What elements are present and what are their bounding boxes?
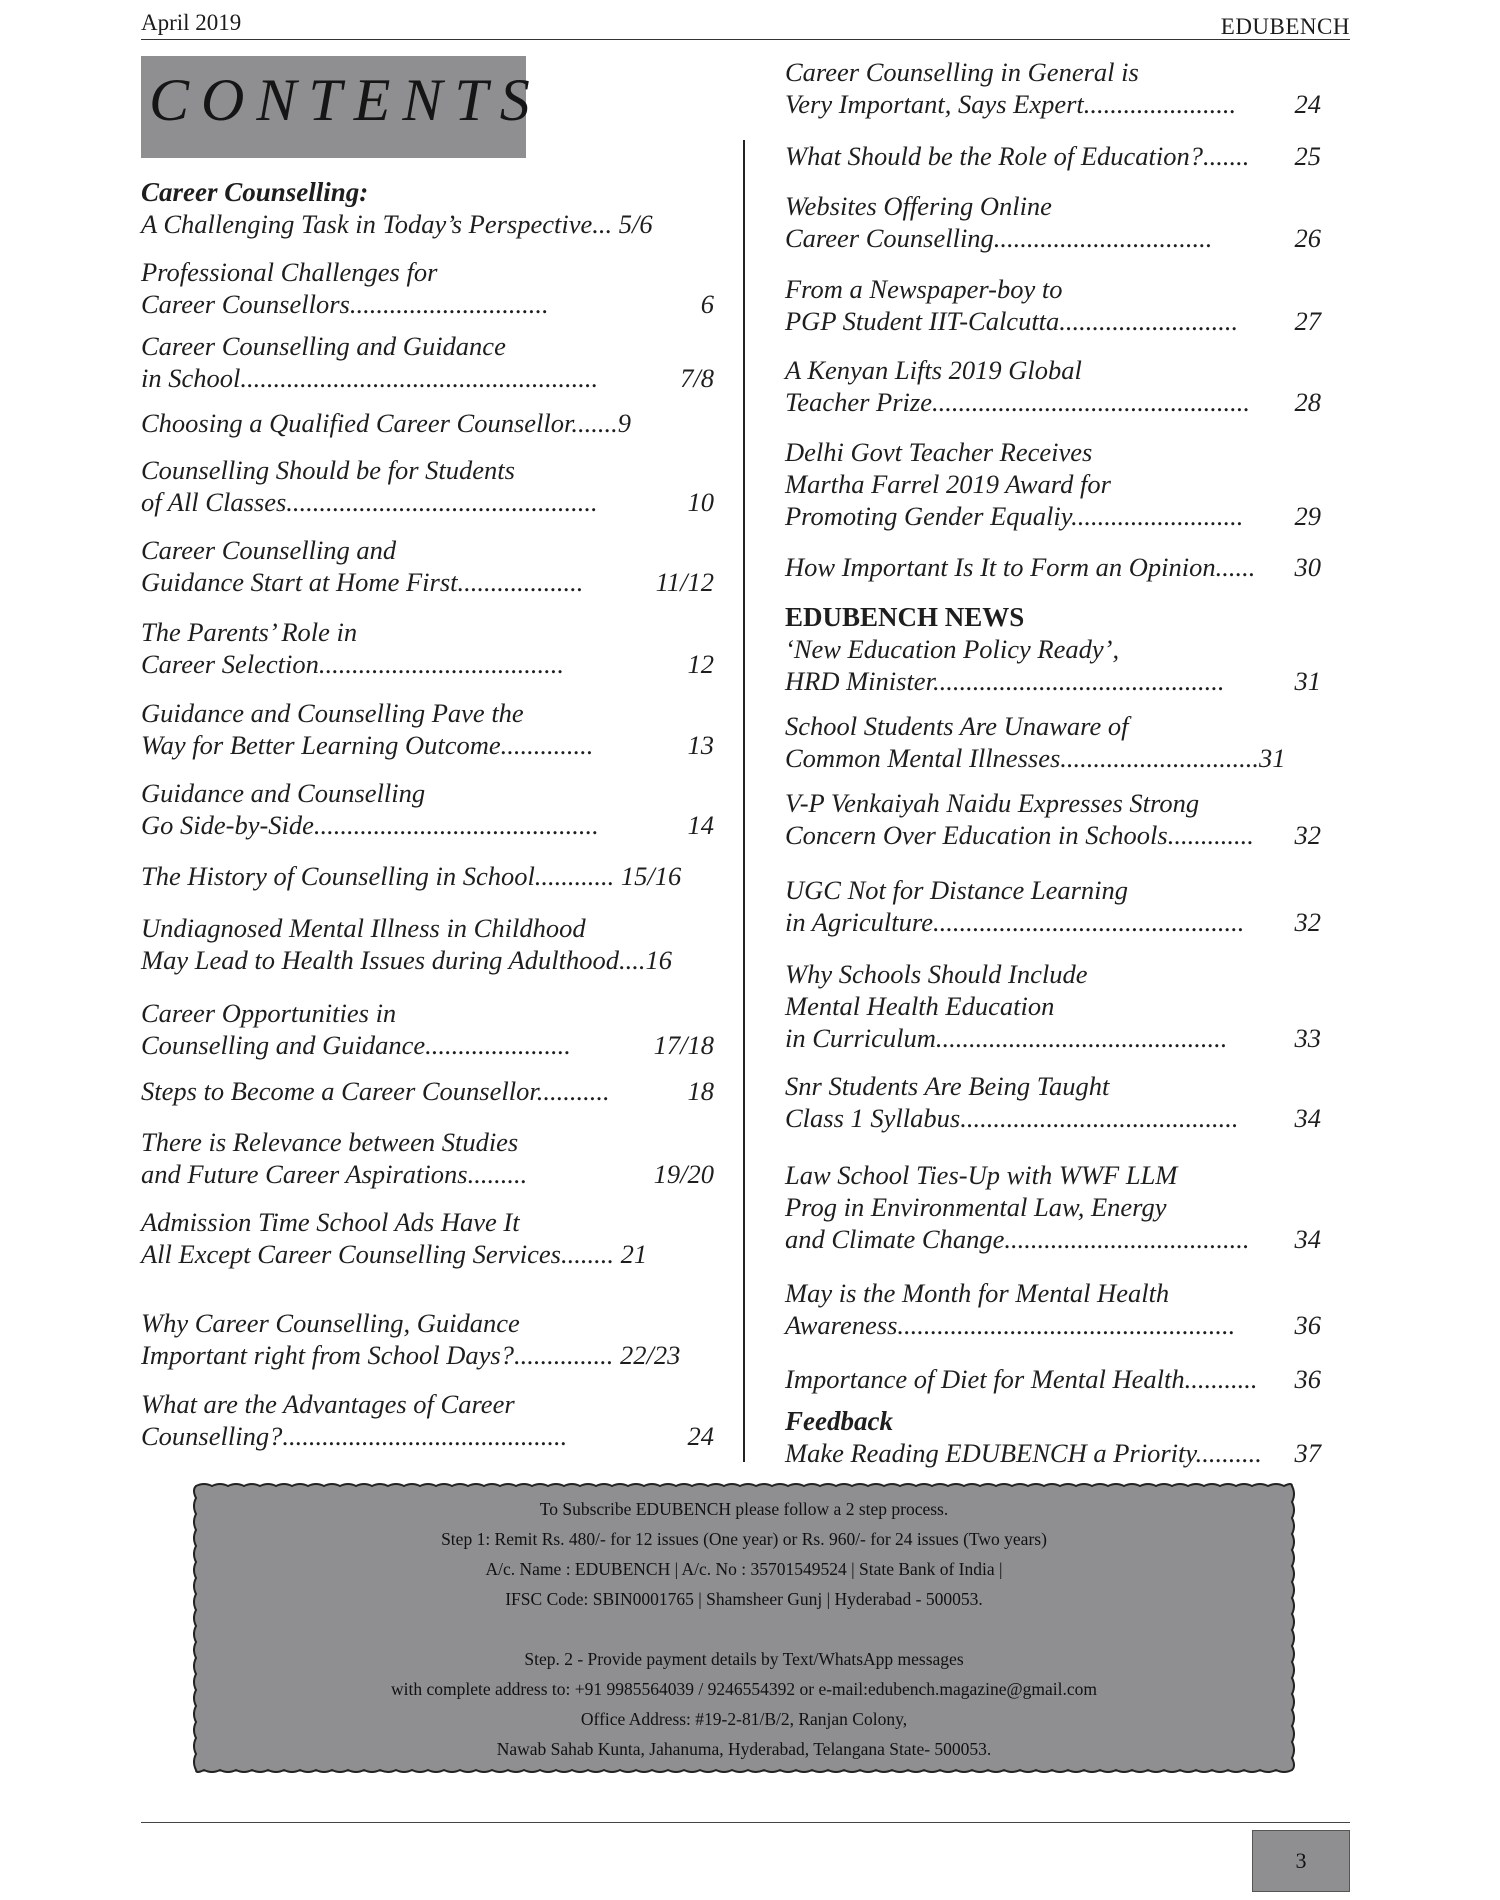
toc-entry-title-line: What Should be the Role of Education?....... <box>785 141 1250 171</box>
subscription-line: Step 1: Remit Rs. 480/- for 12 issues (One year) or Rs. 960/- for 24 issues (Two years) <box>441 1529 1047 1549</box>
page-number-box <box>1252 1830 1350 1892</box>
toc-entry-title-line: Professional Challenges for <box>141 257 438 287</box>
subscription-line: A/c. Name : EDUBENCH | A/c. No : 35701549524 | State Bank of India | <box>485 1559 1003 1579</box>
toc-entry <box>785 56 1321 120</box>
toc-entry-title-line: Guidance and Counselling <box>141 778 426 808</box>
toc-page-number: 26 <box>1294 223 1321 253</box>
toc-entry <box>785 354 1321 418</box>
toc-entry-title-line: Career Counselling and <box>141 535 397 565</box>
toc-entry <box>785 140 1321 172</box>
toc-page-number: 27 <box>1294 306 1321 336</box>
toc-page-number: 10 <box>687 487 714 517</box>
toc-entry-title-line: Snr Students Are Being Taught <box>785 1071 1110 1101</box>
toc-entry <box>785 551 1321 583</box>
toc-page-number: 7/8 <box>680 363 714 393</box>
toc-entry-title-line: Guidance Start at Home First................... <box>141 567 584 597</box>
subscription-line <box>188 1614 1300 1644</box>
toc-entry-title-line: Class 1 Syllabus.......................................... <box>785 1103 1239 1133</box>
toc-page-number: 14 <box>687 810 714 840</box>
toc-entry <box>785 1405 1321 1469</box>
toc-entry <box>141 1126 714 1190</box>
toc-entry-title-line: HRD Minister............................................ <box>785 666 1225 696</box>
toc-entry-title-line: Career Counselling................................. <box>785 223 1213 253</box>
toc-page-number: 6 <box>700 289 714 319</box>
toc-entry-title-line: Counselling Should be for Students <box>141 455 515 485</box>
toc-entry-title-line: The History of Counselling in School............ 15/16 <box>141 861 682 891</box>
toc-page-number: 17/18 <box>653 1030 714 1060</box>
toc-page-number: 34 <box>1294 1224 1321 1254</box>
toc-page-number: 36 <box>1294 1310 1321 1340</box>
toc-page-number: 13 <box>687 730 714 760</box>
toc-entry-title-line: Admission Time School Ads Have It <box>141 1207 520 1237</box>
toc-entry <box>141 407 714 439</box>
toc-section-heading: Career Counselling: <box>141 177 369 207</box>
subscription-line: Step. 2 - Provide payment details by Text/WhatsApp messages <box>524 1649 964 1669</box>
toc-entry-title-line: How Important Is It to Form an Opinion...... <box>785 552 1256 582</box>
toc-entry-title-line: Career Opportunities in <box>141 998 397 1028</box>
toc-entry-title-line: May is the Month for Mental Health <box>785 1278 1170 1308</box>
toc-entry-title-line: Very Important, Says Expert....................... <box>785 89 1237 119</box>
toc-page-number: 11/12 <box>655 567 714 597</box>
toc-entry <box>785 1277 1321 1341</box>
toc-entry <box>141 330 714 394</box>
toc-entry-title-line: Law School Ties-Up with WWF LLM <box>785 1160 1178 1190</box>
toc-entry-title-line: Importance of Diet for Mental Health........... <box>785 1364 1258 1394</box>
toc-entry-title-line: Why Career Counselling, Guidance <box>141 1308 520 1338</box>
subscription-line: IFSC Code: SBIN0001765 | Shamsheer Gunj | Hyderabad - 500053. <box>505 1589 983 1609</box>
toc-entry <box>141 616 714 680</box>
subscription-line: To Subscribe EDUBENCH please follow a 2 step process. <box>539 1499 949 1519</box>
toc-entry-title-line: All Except Career Counselling Services........ 21 <box>141 1239 648 1269</box>
toc-entry-title-line: Make Reading EDUBENCH a Priority.......... <box>785 1438 1262 1468</box>
toc-entry-title-line: in Agriculture............................................... <box>785 907 1245 937</box>
toc-entry-title-line: Counselling?........................................... <box>141 1421 568 1451</box>
toc-entry-title-line: Go Side-by-Side........................................... <box>141 810 599 840</box>
toc-entry <box>785 1070 1321 1134</box>
toc-page-number: 37 <box>1294 1438 1321 1468</box>
toc-entry-title-line: Choosing a Qualified Career Counsellor.......9 <box>141 408 632 438</box>
toc-entry-title-line: School Students Are Unaware of <box>785 711 1129 741</box>
toc-page-number: 36 <box>1294 1364 1321 1394</box>
toc-entry-title-line: Common Mental Illnesses..............................31 <box>785 743 1286 773</box>
toc-entry-title-line: UGC Not for Distance Learning <box>785 875 1129 905</box>
toc-section-heading: EDUBENCH NEWS <box>785 602 1025 632</box>
toc-entry <box>785 958 1321 1054</box>
toc-entry <box>785 1159 1321 1255</box>
toc-entry-title-line: Delhi Govt Teacher Receives <box>785 437 1093 467</box>
toc-entry-title-line: Promoting Gender Equaliy.......................... <box>785 501 1244 531</box>
toc-entry <box>785 874 1321 938</box>
magazine-name: EDUBENCH <box>1220 14 1350 39</box>
issue-date: April 2019 <box>141 10 242 35</box>
toc-entry-title-line: Mental Health Education <box>785 991 1055 1021</box>
toc-page-number: 19/20 <box>653 1159 714 1189</box>
toc-entry-title-line: A Challenging Task in Today’s Perspective... 5/6 <box>141 209 653 239</box>
subscription-line: Office Address: #19-2-81/B/2, Ranjan Colony, <box>580 1709 908 1729</box>
toc-entry <box>141 1388 714 1452</box>
toc-entry <box>141 256 714 320</box>
toc-entry-title-line: Undiagnosed Mental Illness in Childhood <box>141 913 586 943</box>
toc-entry-title-line: May Lead to Health Issues during Adulthood....16 <box>141 945 672 975</box>
toc-entry-title-line: in School...................................................... <box>141 363 599 393</box>
toc-entry <box>785 1363 1321 1395</box>
toc-page-number: 24 <box>1294 89 1321 119</box>
toc-entry <box>141 997 714 1061</box>
toc-entry <box>785 273 1321 337</box>
toc-page-number: 32 <box>1294 820 1321 850</box>
toc-entry-title-line: PGP Student IIT-Calcutta........................... <box>785 306 1239 336</box>
toc-entry-title-line: What are the Advantages of Career <box>141 1389 515 1419</box>
toc-entry <box>141 697 714 761</box>
toc-entry <box>141 454 714 518</box>
toc-page-number: 25 <box>1294 141 1321 171</box>
toc-page-number: 34 <box>1294 1103 1321 1133</box>
toc-entry <box>785 436 1321 532</box>
toc-entry <box>785 601 1321 697</box>
toc-entry-title-line: and Climate Change..................................... <box>785 1224 1250 1254</box>
toc-entry <box>141 1075 714 1107</box>
toc-entry <box>141 777 714 841</box>
toc-entry-title-line: V-P Venkaiyah Naidu Expresses Strong <box>785 788 1200 818</box>
toc-entry-title-line: in Curriculum............................................ <box>785 1023 1228 1053</box>
toc-section-heading: Feedback <box>785 1406 893 1436</box>
toc-entry-title-line: The Parents’ Role in <box>141 617 358 647</box>
toc-entry <box>141 1307 714 1371</box>
toc-entry-title-line: Awareness................................................... <box>785 1310 1236 1340</box>
toc-page-number: 33 <box>1294 1023 1321 1053</box>
toc-page-number: 31 <box>1294 666 1321 696</box>
toc-page-number: 28 <box>1294 387 1321 417</box>
toc-entry <box>141 534 714 598</box>
toc-page-number: 18 <box>687 1076 714 1106</box>
toc-entry-title-line: Career Counselling in General is <box>785 57 1139 87</box>
toc-entry <box>785 787 1321 851</box>
toc-page-number: 24 <box>687 1421 714 1451</box>
toc-entry-title-line: Martha Farrel 2019 Award for <box>785 469 1111 499</box>
toc-entry-title-line: and Future Career Aspirations......... <box>141 1159 528 1189</box>
toc-entry-title-line: Career Counselling and Guidance <box>141 331 506 361</box>
contents-heading: CONTENTS <box>149 67 542 133</box>
toc-page-number: 12 <box>687 649 714 679</box>
toc-entry-title-line: Steps to Become a Career Counsellor........... <box>141 1076 610 1106</box>
toc-page-number: 29 <box>1294 501 1321 531</box>
page-number: 3 <box>1295 1848 1307 1873</box>
toc-entry-title-line: Teacher Prize................................................ <box>785 387 1250 417</box>
subscription-line: with complete address to: +91 9985564039 / 9246554392 or e-mail:edubench.magazine@gmail.com <box>391 1679 1097 1699</box>
toc-entry-title-line: Career Counsellors.............................. <box>141 289 549 319</box>
toc-page-number: 32 <box>1294 907 1321 937</box>
toc-entry-title-line: Counselling and Guidance...................... <box>141 1030 571 1060</box>
toc-entry <box>141 912 714 976</box>
footer-divider <box>141 1822 1350 1823</box>
toc-entry-title-line: Concern Over Education in Schools............. <box>785 820 1254 850</box>
toc-entry-title-line: Websites Offering Online <box>785 191 1052 221</box>
toc-page-number: 30 <box>1294 552 1321 582</box>
subscription-line: Nawab Sahab Kunta, Jahanuma, Hyderabad, Telangana State- 500053. <box>496 1739 992 1759</box>
toc-entry-title-line: From a Newspaper-boy to <box>785 274 1063 304</box>
toc-entry <box>141 860 714 892</box>
toc-entry-title-line: A Kenyan Lifts 2019 Global <box>785 355 1082 385</box>
toc-entry-title-line: Way for Better Learning Outcome.............. <box>141 730 594 760</box>
toc-entry-title-line: Why Schools Should Include <box>785 959 1088 989</box>
toc-entry-title-line: of All Classes............................................... <box>141 487 598 517</box>
toc-entry-title-line: Guidance and Counselling Pave the <box>141 698 524 728</box>
toc-entry-title-line: There is Relevance between Studies <box>141 1127 519 1157</box>
toc-entry <box>141 176 714 240</box>
subscription-box <box>188 1478 1300 1778</box>
toc-entry-title-line: ‘New Education Policy Ready’, <box>785 634 1120 664</box>
toc-entry <box>785 710 1321 774</box>
toc-entry-title-line: Prog in Environmental Law, Energy <box>785 1192 1167 1222</box>
subscription-text <box>188 1494 1300 1764</box>
toc-entry <box>141 1206 714 1270</box>
toc-entry-title-line: Career Selection..................................... <box>141 649 564 679</box>
toc-entry-title-line: Important right from School Days?............... 22/23 <box>141 1340 681 1370</box>
toc-entry <box>785 190 1321 254</box>
